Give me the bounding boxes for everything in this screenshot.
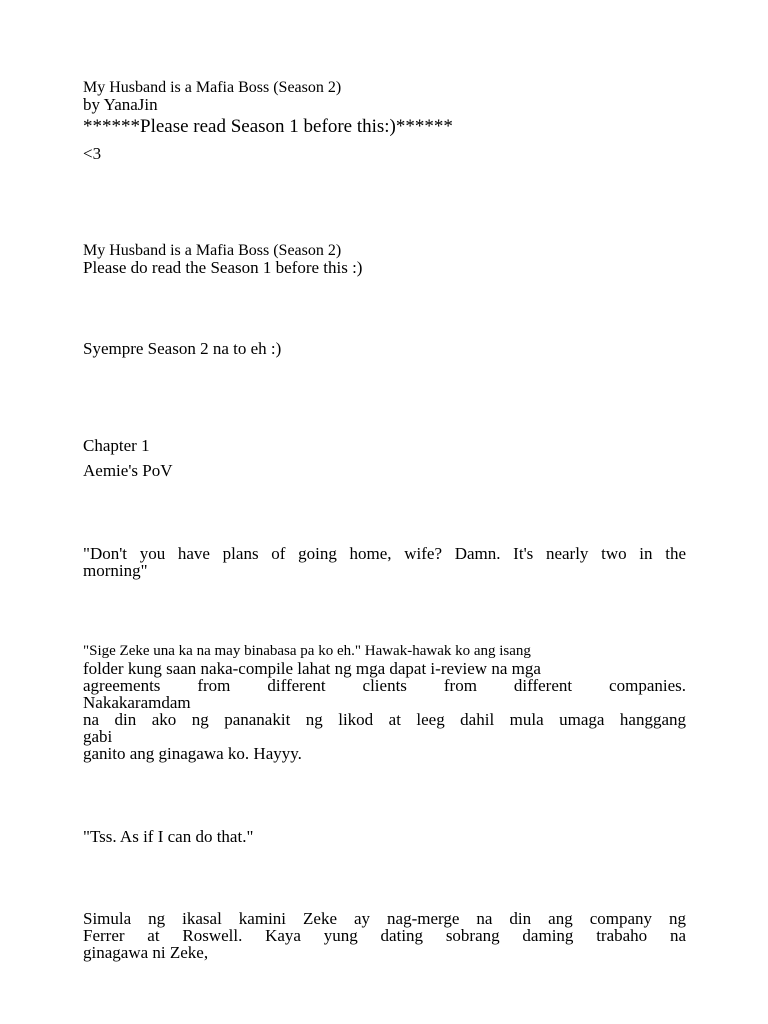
header2-title: My Husband is a Mafia Boss (Season 2) bbox=[83, 242, 342, 259]
paragraph-line: "Sige Zeke una ka na may binabasa pa ko eh." Hawak-hawak ko ang isang bbox=[83, 643, 531, 659]
front-title: My Husband is a Mafia Boss (Season 2) bbox=[83, 79, 342, 96]
paragraph-1 bbox=[83, 545, 686, 579]
chapter-title: Chapter 1 bbox=[83, 436, 150, 455]
paragraph-2 bbox=[83, 643, 686, 762]
season-note: Syempre Season 2 na to eh :) bbox=[83, 339, 282, 358]
paragraph-4 bbox=[83, 910, 686, 961]
chapter-pov: Aemie's PoV bbox=[83, 461, 173, 480]
paragraph-line: ganito ang ginagawa ko. Hayyy. bbox=[83, 744, 302, 763]
paragraph-line: morning" bbox=[83, 561, 148, 580]
header2-note: Please do read the Season 1 before this :) bbox=[83, 258, 363, 277]
paragraph-line: folder kung saan naka-compile lahat ng mga dapat i-review na mga bbox=[83, 659, 541, 678]
paragraph-line: "Don't you have plans of going home, wife? Damn. It's nearly two in the bbox=[83, 544, 686, 563]
paragraph-line: gabi bbox=[83, 727, 113, 746]
paragraph-line: na din ako ng pananakit ng likod at leeg dahil mula umaga hanggang bbox=[83, 710, 686, 729]
paragraph-line: Ferrer at Roswell. Kaya yung dating sobrang daming trabaho na bbox=[83, 926, 686, 945]
front-note: ******Please read Season 1 before this:)****** bbox=[83, 116, 453, 137]
paragraph-3: "Tss. As if I can do that." bbox=[83, 827, 254, 846]
paragraph-line: Nakakaramdam bbox=[83, 693, 191, 712]
paragraph-line: Simula ng ikasal kamini Zeke ay nag-merge na din ang company ng bbox=[83, 909, 686, 928]
front-author: by YanaJin bbox=[83, 95, 158, 114]
paragraph-line: ginagawa ni Zeke, bbox=[83, 943, 209, 962]
paragraph-line: agreements from different clients from different companies. bbox=[83, 676, 686, 695]
front-heart: <3 bbox=[83, 144, 102, 163]
